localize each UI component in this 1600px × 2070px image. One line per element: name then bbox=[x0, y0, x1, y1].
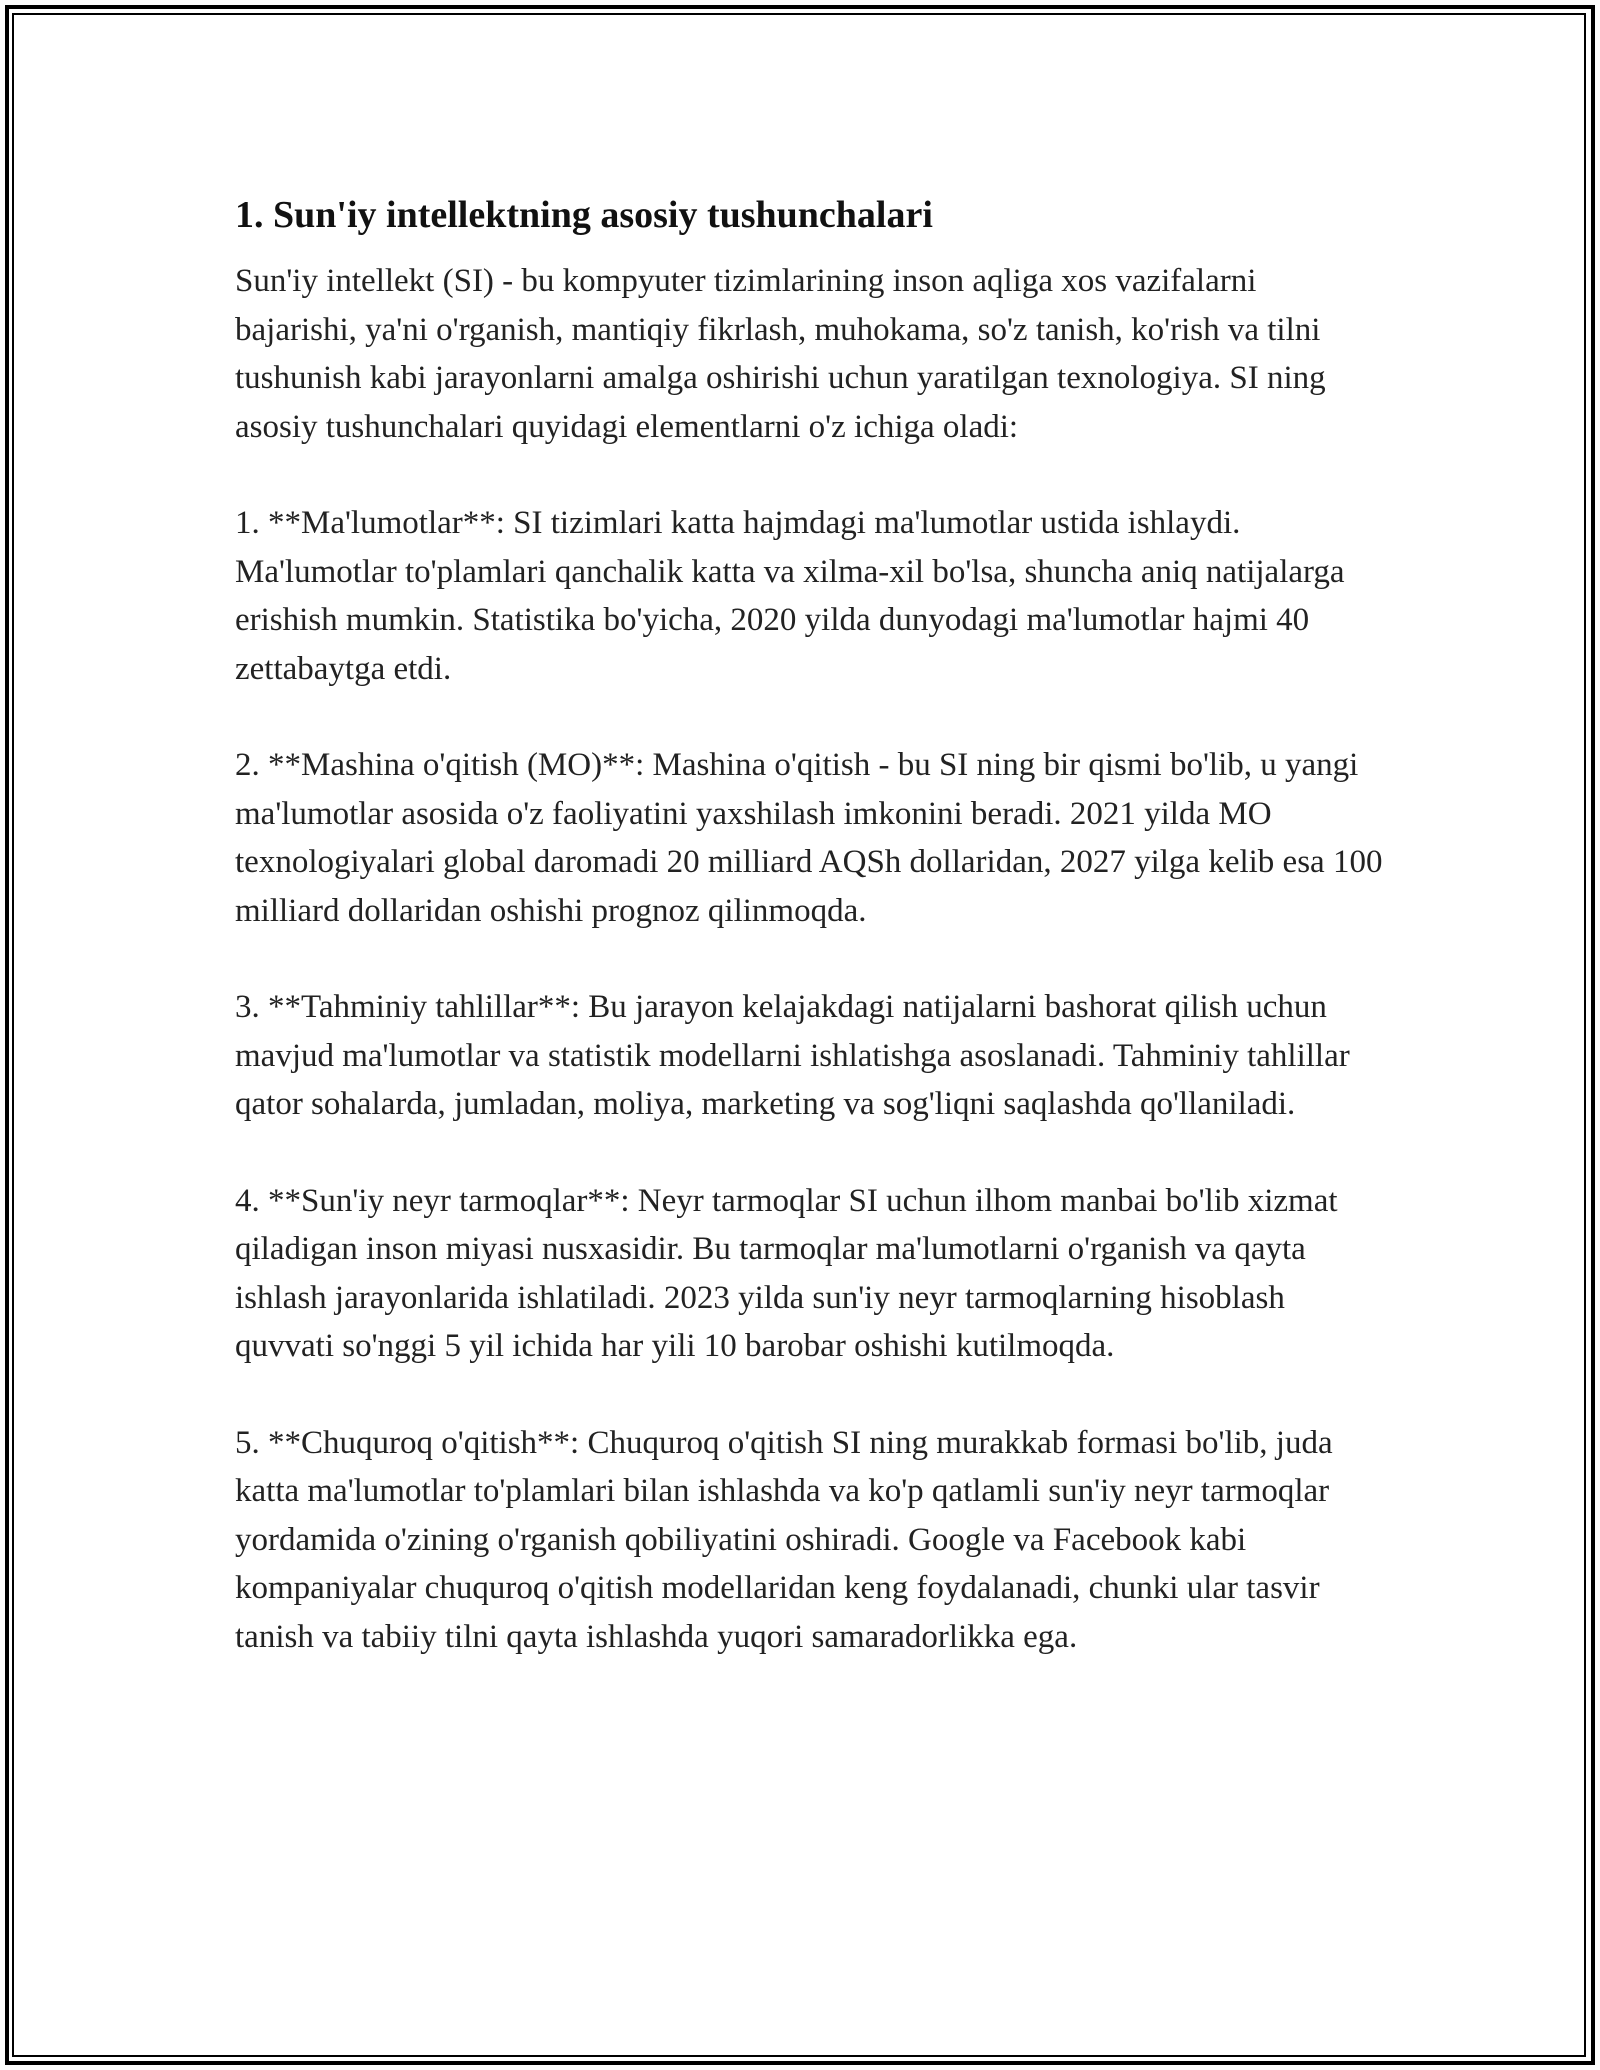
list-item-predictive-analytics: 3. **Tahminiy tahlillar**: Bu jarayon kelajakdagi natijalarni bashorat qilish uchun mavjud ma'lumotlar va statistik modellarni ishlatishga asoslanadi. Tahminiy tahlillar qator sohalarda, jumladan, moliya, marketing va sog'liqni saqlashda qo'llaniladi. bbox=[235, 989, 1350, 1122]
list-item-deep-learning: 5. **Chuquroq o'qitish**: Chuquroq o'qitish SI ning murakkab formasi bo'lib, juda katta ma'lumotlar to'plamlari bilan ishlashda va ko'p qatlamli sun'iy neyr tarmoqlar yordamida o'zining o'rganish qobiliyatini oshiradi. Google va Facebook kabi kompaniyalar chuquroq o'qitish modellaridan keng foydalanadi, chunki ular tasvir tanish va tabiiy tilni qayta ishlashda yuqori samaradorlikka ega. bbox=[235, 1424, 1333, 1655]
document-body bbox=[235, 185, 1385, 1661]
list-item-machine-learning: 2. **Mashina o'qitish (MO)**: Mashina o'qitish - bu SI ning bir qismi bo'lib, u yangi ma'lumotlar asosida o'z faoliyatini yaxshilash imkonini beradi. 2021 yilda MO texnologiyalari global daromadi 20 milliard AQSh dollaridan, 2027 yilga kelib esa 100 milliard dollaridan oshishi prognoz qilinmoqda. bbox=[235, 747, 1383, 929]
list-item-neural-networks: 4. **Sun'iy neyr tarmoqlar**: Neyr tarmoqlar SI uchun ilhom manbai bo'lib xizmat qiladigan inson miyasi nusxasidir. Bu tarmoqlar ma'lumotlarni o'rganish va qayta ishlash jarayonlarida ishlatiladi. 2023 yilda sun'iy neyr tarmoqlarning hisoblash quvvati so'nggi 5 yil ichida har yili 10 barobar oshishi kutilmoqda. bbox=[235, 1182, 1338, 1364]
list-item-data: 1. **Ma'lumotlar**: SI tizimlari katta hajmdagi ma'lumotlar ustida ishlaydi. Ma'lumotlar to'plamlari qanchalik katta va xilma-xil bo'lsa, shuncha aniq natijalarga erishish mumkin. Statistika bo'yicha, 2020 yilda dunyodagi ma'lumotlar hajmi 40 zettabaytga etdi. bbox=[235, 505, 1345, 687]
page-title: 1. Sun'iy intellektning asosiy tushunchalari bbox=[235, 194, 933, 236]
intro-paragraph: Sun'iy intellekt (SI) - bu kompyuter tizimlarining inson aqliga xos vazifalarni bajarishi, ya'ni o'rganish, mantiqiy fikrlash, muhokama, so'z tanish, ko'rish va tilni tushunish kabi jarayonlarni amalga oshirishi uchun yaratilgan texnologiya. SI ning asosiy tushunchalari quyidagi elementlarni o'z ichiga oladi: bbox=[235, 263, 1326, 445]
